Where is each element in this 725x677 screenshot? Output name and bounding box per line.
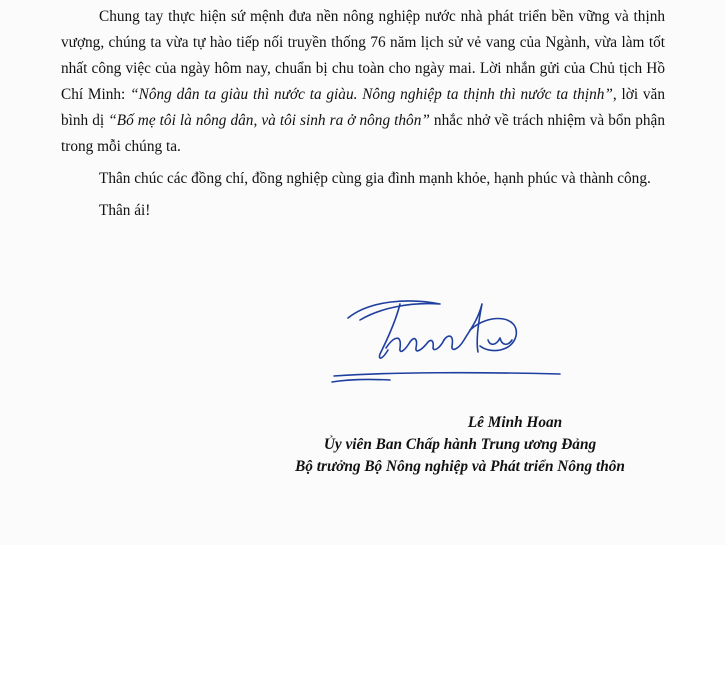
paragraph-mission-text-3: nhắc nhở về trách nhiệm và bổn phận trong mỗi chúng ta. xyxy=(61,112,665,155)
paragraph-mission-text-2: , lời văn bình dị xyxy=(61,86,665,129)
signer-title-minister: Bộ trưởng Bộ Nông nghiệp và Phát triển Nông thôn xyxy=(295,458,625,475)
letter-body xyxy=(61,4,665,230)
paragraph-mission-text-1: Chung tay thực hiện sứ mệnh đưa nền nông nghiệp nước nhà phát triển bền vững và thịnh vượng, chúng ta vừa tự hào tiếp nối truyền thống 76 năm lịch sử vẻ vang của Ngành, vừa làm tốt nhất công việc của ngày hôm nay, chuẩn bị chu toàn cho ngày mai. Lời nhắn gửi của Chủ tịch Hồ Chí Minh: xyxy=(61,8,665,103)
handwritten-signature xyxy=(330,290,570,390)
paragraph-mission xyxy=(61,4,665,160)
signer-title-party: Ủy viên Ban Chấp hành Trung ương Đảng xyxy=(323,436,597,453)
farmer-quote: “Bố mẹ tôi là nông dân, và tôi sinh ra ở nông thôn” xyxy=(108,112,430,129)
signer-name: Lê Minh Hoan xyxy=(467,414,563,431)
paragraph-wishes: Thân chúc các đồng chí, đồng nghiệp cùng gia đình mạnh khỏe, hạnh phúc và thành công. xyxy=(99,170,651,187)
greeting: Thân ái! xyxy=(99,202,151,219)
ho-chi-minh-quote: “Nông dân ta giàu thì nước ta giàu. Nông nghiệp ta thịnh thì nước ta thịnh” xyxy=(130,86,613,103)
signer-block xyxy=(240,412,680,478)
